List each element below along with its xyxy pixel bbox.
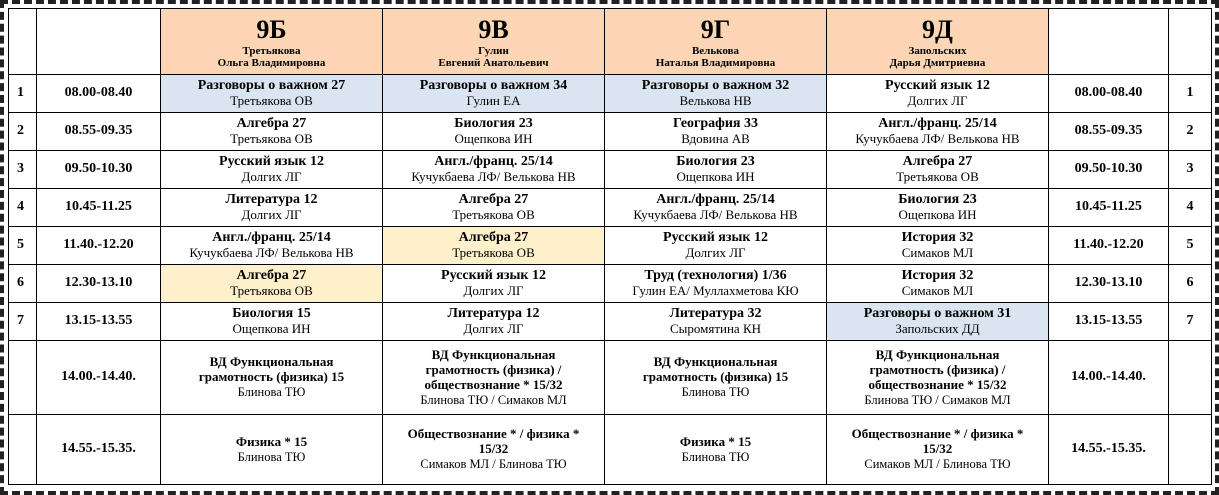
activity-teacher: Блинова ТЮ / Симаков МЛ (420, 392, 567, 407)
lesson-subject: Биология 23 (676, 153, 755, 169)
lesson-teacher: Вдовина АВ (681, 131, 750, 147)
lesson-subject: Труд (технология) 1/36 (644, 267, 787, 283)
class-teacher-surname: Гулин (478, 44, 509, 57)
activity-teacher: Блинова ТЮ (681, 449, 750, 464)
lesson-teacher: Запольских ДД (895, 321, 980, 337)
lesson-subject: Алгебра 27 (458, 191, 529, 207)
lesson-teacher: Кучукбаева ЛФ/ Велькова НВ (633, 207, 798, 223)
lesson-teacher: Третьякова ОВ (230, 283, 313, 299)
activity-teacher: Симаков МЛ / Блинова ТЮ (864, 457, 1011, 472)
header-empty-time-right (1049, 9, 1169, 75)
lesson-teacher: Долгих ЛГ (685, 245, 746, 261)
activity-number-empty (9, 341, 37, 415)
lesson-subject: Англ./франц. 25/14 (434, 153, 553, 169)
lesson-subject: Русский язык 12 (441, 267, 546, 283)
lesson-cell (383, 265, 605, 303)
activity-subject-line: Физика * 15 (679, 433, 752, 449)
activity-cell (161, 341, 383, 415)
lesson-row (9, 265, 1212, 303)
lesson-subject: Алгебра 27 (458, 229, 529, 245)
lesson-time: 08.00-08.40 (37, 75, 161, 113)
lesson-number-right: 5 (1169, 227, 1212, 265)
activity-teacher: Блинова ТЮ / Симаков МЛ (864, 392, 1011, 407)
class-name: 9Г (700, 14, 731, 44)
class-name: 9В (478, 14, 509, 44)
lesson-subject: Биология 23 (454, 115, 533, 131)
lesson-time-right: 08.55-09.35 (1049, 113, 1169, 151)
class-name: 9Б (256, 14, 287, 44)
activity-cell (161, 415, 383, 485)
lesson-cell (827, 303, 1049, 341)
lesson-time: 09.50-10.30 (37, 151, 161, 189)
lesson-teacher: Гулин ЕА (466, 93, 521, 109)
header-empty-num-right (1169, 9, 1212, 75)
activity-cell (827, 341, 1049, 415)
lesson-cell (827, 265, 1049, 303)
lesson-time: 12.30-13.10 (37, 265, 161, 303)
lesson-subject: Биология 23 (898, 191, 977, 207)
lesson-teacher: Ощепкова ИН (898, 207, 977, 223)
lesson-cell (383, 189, 605, 227)
class-teacher-name: Дарья Дмитриевна (889, 56, 986, 69)
lesson-cell (161, 265, 383, 303)
lesson-row (9, 189, 1212, 227)
lesson-subject: География 33 (672, 115, 759, 131)
lesson-cell (827, 113, 1049, 151)
lesson-subject: Разговоры о важном 32 (641, 77, 790, 93)
lesson-row (9, 227, 1212, 265)
lesson-subject: Русский язык 12 (885, 77, 990, 93)
activity-cell (605, 341, 827, 415)
lesson-subject: История 32 (901, 267, 974, 283)
lesson-teacher: Третьякова ОВ (230, 93, 313, 109)
lesson-time-right: 10.45-11.25 (1049, 189, 1169, 227)
header-empty-num (9, 9, 37, 75)
lesson-teacher: Ощепкова ИН (232, 321, 311, 337)
lesson-teacher: Третьякова ОВ (230, 131, 313, 147)
lesson-cell (161, 189, 383, 227)
lesson-time-right: 12.30-13.10 (1049, 265, 1169, 303)
lesson-row (9, 113, 1212, 151)
lesson-number-right: 6 (1169, 265, 1212, 303)
activity-subject-line: грамотность (физика) 15 (642, 369, 789, 385)
activity-time: 14.55.-15.35. (37, 415, 161, 485)
activity-time-right: 14.00.-14.40. (1049, 341, 1169, 415)
lesson-subject: Алгебра 27 (236, 115, 307, 131)
lesson-subject: Литература 32 (669, 305, 762, 321)
lesson-teacher: Долгих ЛГ (241, 169, 302, 185)
activity-teacher: Блинова ТЮ (237, 385, 306, 400)
lesson-number: 4 (9, 189, 37, 227)
lesson-teacher: Ощепкова ИН (676, 169, 755, 185)
activity-subject-line: Физика * 15 (235, 433, 308, 449)
lesson-time: 11.40.-12.20 (37, 227, 161, 265)
class-header (827, 9, 1049, 75)
lesson-time: 13.15-13.55 (37, 303, 161, 341)
lesson-cell (605, 151, 827, 189)
lesson-cell (161, 227, 383, 265)
lesson-number-right: 4 (1169, 189, 1212, 227)
lesson-time: 08.55-09.35 (37, 113, 161, 151)
lesson-teacher: Третьякова ОВ (452, 207, 535, 223)
lesson-cell (605, 75, 827, 113)
lesson-subject: История 32 (901, 229, 974, 245)
activity-number-empty-right (1169, 415, 1212, 485)
lesson-number: 3 (9, 151, 37, 189)
lesson-teacher: Долгих ЛГ (463, 321, 524, 337)
lesson-teacher: Гулин ЕА/ Муллахметова КЮ (632, 283, 799, 299)
class-name: 9Д (922, 14, 953, 44)
lesson-row (9, 151, 1212, 189)
lesson-teacher: Велькова НВ (679, 93, 752, 109)
lesson-cell (605, 189, 827, 227)
lesson-subject: Алгебра 27 (902, 153, 973, 169)
lesson-teacher: Симаков МЛ (901, 283, 974, 299)
lesson-cell (161, 151, 383, 189)
lesson-subject: Русский язык 12 (219, 153, 324, 169)
activity-number-empty-right (1169, 341, 1212, 415)
lesson-teacher: Симаков МЛ (901, 245, 974, 261)
lesson-number: 1 (9, 75, 37, 113)
lesson-teacher: Сыромятина КН (669, 321, 762, 337)
lesson-cell (383, 303, 605, 341)
lesson-subject: Литература 12 (447, 305, 540, 321)
lesson-time-right: 11.40.-12.20 (1049, 227, 1169, 265)
lesson-teacher: Долгих ЛГ (907, 93, 968, 109)
activity-subject-line: 15/32 (922, 441, 953, 457)
activity-cell (605, 415, 827, 485)
lesson-subject: Алгебра 27 (236, 267, 307, 283)
lesson-teacher: Третьякова ОВ (452, 245, 535, 261)
lesson-cell (383, 151, 605, 189)
lesson-number: 5 (9, 227, 37, 265)
lesson-cell (827, 227, 1049, 265)
activity-subject-line: грамотность (физика) / (425, 361, 562, 377)
header-empty-time (37, 9, 161, 75)
lesson-subject: Англ./франц. 25/14 (878, 115, 997, 131)
activity-cell (827, 415, 1049, 485)
lesson-teacher: Ощепкова ИН (454, 131, 533, 147)
lesson-number-right: 1 (1169, 75, 1212, 113)
activity-teacher: Блинова ТЮ (237, 449, 306, 464)
lesson-number-right: 7 (1169, 303, 1212, 341)
activity-row (9, 341, 1212, 415)
class-teacher-surname: Третьякова (242, 44, 301, 57)
activity-subject-line: ВД Функциональная (209, 354, 334, 370)
lesson-time: 10.45-11.25 (37, 189, 161, 227)
lesson-teacher: Третьякова ОВ (896, 169, 979, 185)
lesson-teacher: Кучукбаева ЛФ/ Велькова НВ (855, 131, 1020, 147)
activity-subject-line: обществознание * 15/32 (868, 376, 1007, 392)
activity-subject-line: 15/32 (478, 441, 509, 457)
class-teacher-name: Ольга Владимировна (217, 56, 326, 69)
class-teacher-name: Наталья Владимировна (655, 56, 776, 69)
timetable (8, 8, 1212, 485)
class-header (161, 9, 383, 75)
activity-subject-line: Обществознание * / физика * (851, 426, 1024, 442)
header-row (9, 9, 1212, 75)
lesson-row (9, 75, 1212, 113)
activity-time-right: 14.55.-15.35. (1049, 415, 1169, 485)
class-teacher-surname: Велькова (691, 44, 740, 57)
lesson-teacher: Долгих ЛГ (241, 207, 302, 223)
activity-subject-line: грамотность (физика) / (869, 361, 1006, 377)
activity-subject-line: Обществознание * / физика * (407, 426, 580, 442)
activity-subject-line: ВД Функциональная (875, 346, 1000, 362)
lesson-cell (161, 113, 383, 151)
lesson-subject: Англ./франц. 25/14 (656, 191, 775, 207)
lesson-number-right: 2 (1169, 113, 1212, 151)
lesson-number-right: 3 (1169, 151, 1212, 189)
lesson-cell (605, 303, 827, 341)
lesson-cell (161, 303, 383, 341)
lesson-cell (605, 227, 827, 265)
activity-subject-line: обществознание * 15/32 (424, 376, 563, 392)
lesson-teacher: Долгих ЛГ (463, 283, 524, 299)
activity-cell (383, 415, 605, 485)
activity-number-empty (9, 415, 37, 485)
lesson-subject: Биология 15 (232, 305, 311, 321)
class-header (605, 9, 827, 75)
lesson-subject: Литература 12 (225, 191, 318, 207)
lesson-cell (161, 75, 383, 113)
lesson-number: 6 (9, 265, 37, 303)
activity-cell (383, 341, 605, 415)
lesson-time-right: 09.50-10.30 (1049, 151, 1169, 189)
lesson-row (9, 303, 1212, 341)
class-header (383, 9, 605, 75)
lesson-teacher: Кучукбаева ЛФ/ Велькова НВ (189, 245, 354, 261)
activity-subject-line: ВД Функциональная (653, 354, 778, 370)
activity-time: 14.00.-14.40. (37, 341, 161, 415)
lesson-number: 2 (9, 113, 37, 151)
lesson-number: 7 (9, 303, 37, 341)
lesson-subject: Русский язык 12 (663, 229, 768, 245)
lesson-subject: Разговоры о важном 34 (419, 77, 568, 93)
lesson-time-right: 08.00-08.40 (1049, 75, 1169, 113)
lesson-cell (383, 113, 605, 151)
activity-subject-line: ВД Функциональная (431, 346, 556, 362)
lesson-subject: Англ./франц. 25/14 (212, 229, 331, 245)
lesson-cell (383, 227, 605, 265)
lesson-cell (383, 75, 605, 113)
class-teacher-surname: Запольских (908, 44, 967, 57)
activity-subject-line: грамотность (физика) 15 (198, 369, 345, 385)
class-teacher-name: Евгений Анатольевич (438, 56, 549, 69)
lesson-cell (605, 265, 827, 303)
lesson-subject: Разговоры о важном 31 (863, 305, 1012, 321)
lesson-cell (827, 75, 1049, 113)
lesson-time-right: 13.15-13.55 (1049, 303, 1169, 341)
lesson-cell (827, 189, 1049, 227)
lesson-cell (605, 113, 827, 151)
activity-teacher: Блинова ТЮ (681, 385, 750, 400)
lesson-subject: Разговоры о важном 27 (197, 77, 346, 93)
lesson-cell (827, 151, 1049, 189)
lesson-teacher: Кучукбаева ЛФ/ Велькова НВ (411, 169, 576, 185)
activity-row (9, 415, 1212, 485)
activity-teacher: Симаков МЛ / Блинова ТЮ (420, 457, 567, 472)
